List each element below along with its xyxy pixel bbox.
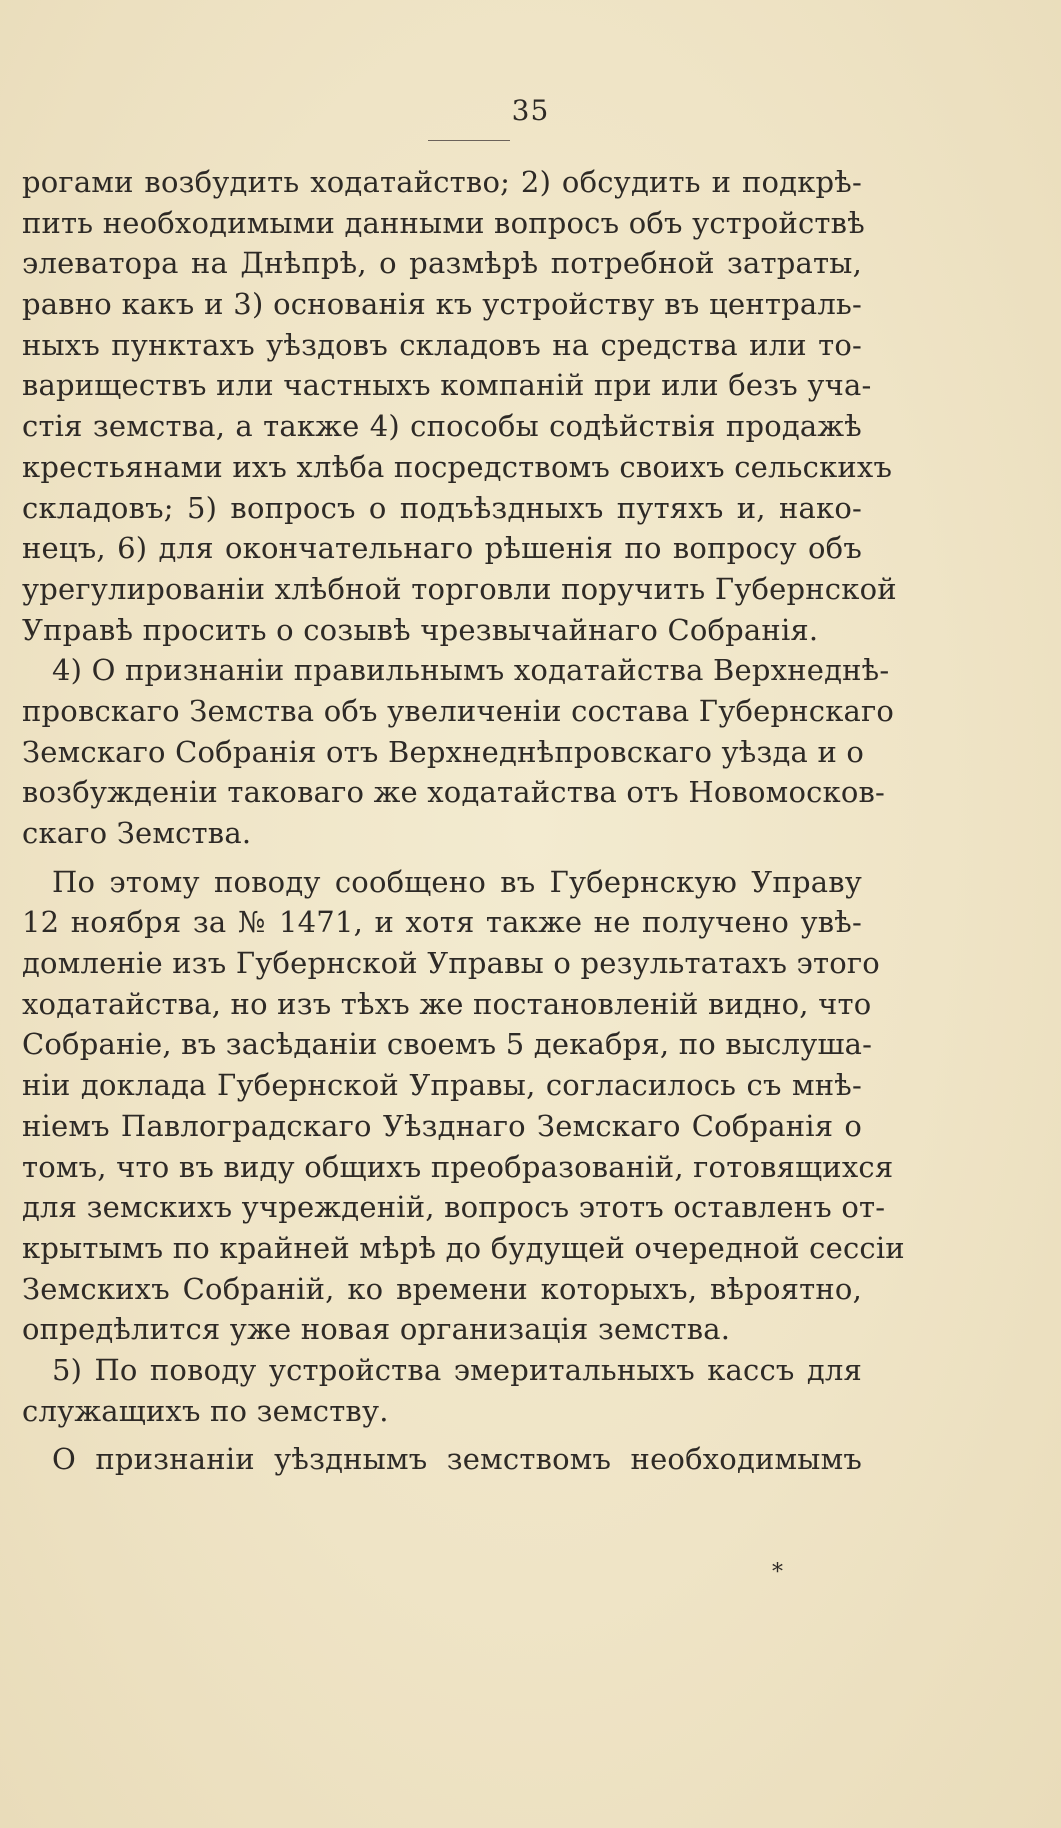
text-line: стія земства, а также 4) способы содѣйствія продажѣ <box>22 409 862 444</box>
text-line: складовъ; 5) вопросъ о подъѣздныхъ путяхъ и, нако- <box>22 490 862 525</box>
text-line: крытымъ по крайней мѣрѣ до будущей очередной сессіи <box>22 1230 905 1265</box>
text-line: опредѣлится уже новая организація земства. <box>22 1312 731 1347</box>
text-line: нецъ, 6) для окончательнаго рѣшенія по вопросу объ <box>22 531 862 566</box>
text-line: служащихъ по земству. <box>22 1393 389 1428</box>
section-heading-line: 5) По поводу устройства эмеритальныхъ кассъ для <box>52 1352 862 1387</box>
text-line: ныхъ пунктахъ уѣздовъ складовъ на средства или то- <box>22 327 862 362</box>
text-line: домленіе изъ Губернской Управы о результатахъ этого <box>22 946 880 981</box>
paragraph-start-line: По этому поводу сообщено въ Губернскую Управу <box>52 864 862 899</box>
text-line: вариществъ или частныхъ компаній при или безъ уча- <box>22 368 872 403</box>
footnote-mark: * <box>772 1560 783 1585</box>
text-line: для земскихъ учрежденій, вопросъ этотъ оставленъ от- <box>22 1190 886 1225</box>
text-line: ніи доклада Губернской Управы, согласилось съ мнѣ- <box>22 1068 862 1103</box>
text-line: Управѣ просить о созывѣ чрезвычайнаго Собранія. <box>22 612 819 647</box>
text-line: элеватора на Днѣпрѣ, о размѣрѣ потребной затраты, <box>22 246 862 281</box>
text-line: скаго Земства. <box>22 816 252 850</box>
text-line: 12 ноября за № 1471, и хотя также не получено увѣ- <box>22 905 862 940</box>
text-line: томъ, что въ виду общихъ преобразованій, готовящихся <box>22 1149 894 1184</box>
text-line: Земскаго Собранія отъ Верхнеднѣпровскаго уѣзда и о <box>22 734 865 769</box>
text-line: ніемъ Павлоградскаго Уѣзднаго Земскаго Собранія о <box>22 1108 862 1143</box>
text-line: равно какъ и 3) основанія къ устройству въ централь- <box>22 287 862 322</box>
text-line: ходатайства, но изъ тѣхъ же постановленій видно, что <box>22 986 872 1021</box>
page-number-rule <box>428 140 510 141</box>
text-line: крестьянами ихъ хлѣба посредствомъ своихъ сельскихъ <box>22 449 893 484</box>
body-text <box>22 162 905 1480</box>
text-line: рогами возбудить ходатайство; 2) обсудить и подкрѣ- <box>22 165 862 199</box>
text-line: пить необходимыми данными вопросъ объ устройствѣ <box>22 205 865 240</box>
text-line: Земскихъ Собраній, ко времени которыхъ, вѣроятно, <box>22 1271 862 1306</box>
paragraph-start-line: О признаніи уѣзднымъ земствомъ необходимымъ <box>52 1442 862 1477</box>
section-heading-line: 4) О признаніи правильнымъ ходатайства Верхнеднѣ- <box>52 653 890 688</box>
text-line: возбужденіи таковаго же ходатайства отъ Новомосков- <box>22 775 886 810</box>
text-line: провскаго Земства объ увеличеніи состава Губернскаго <box>22 693 895 728</box>
text-line: урегулированіи хлѣбной торговли поручить Губернской <box>22 571 897 606</box>
text-line: Собраніе, въ засѣданіи своемъ 5 декабря, по выслуша- <box>22 1027 873 1062</box>
page-number: 35 <box>511 94 550 127</box>
